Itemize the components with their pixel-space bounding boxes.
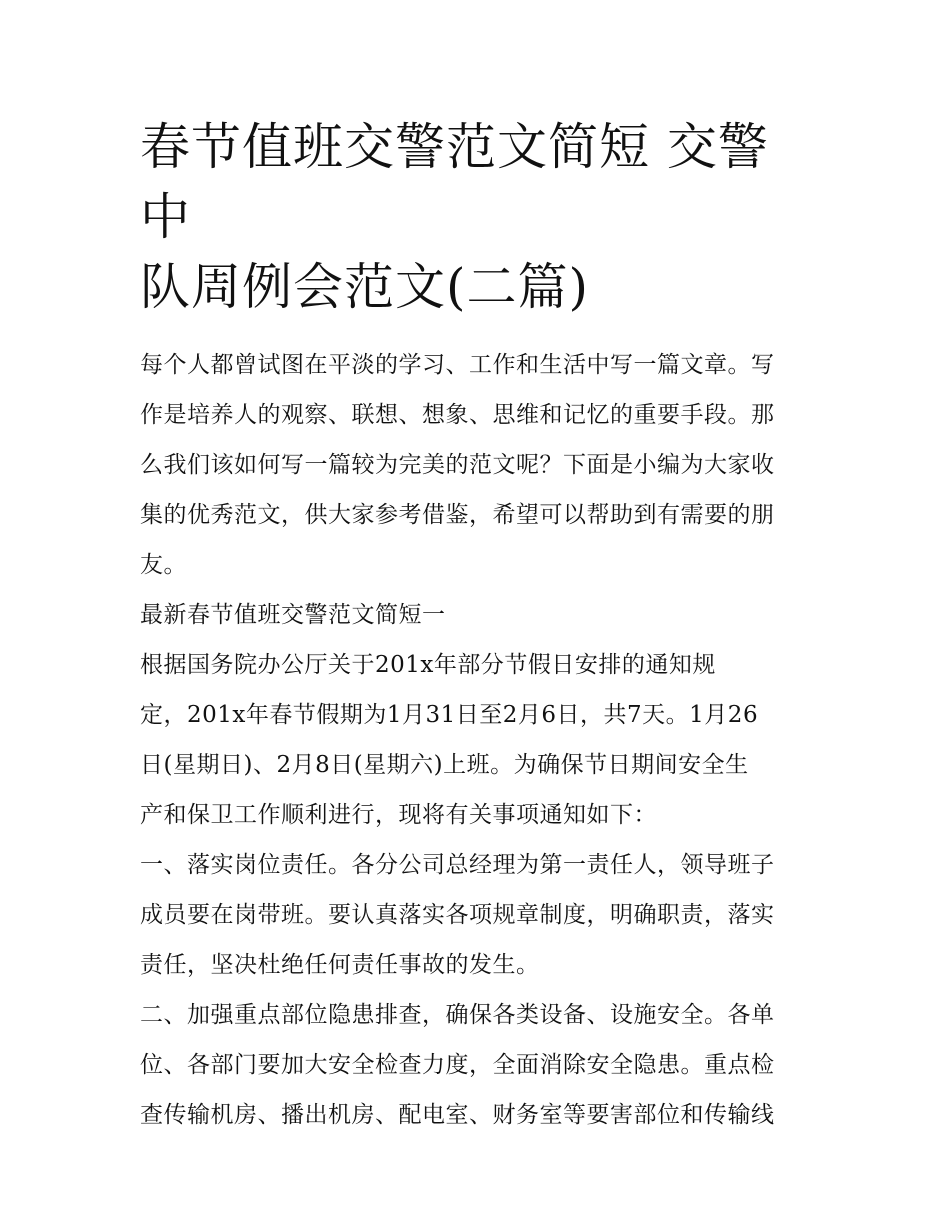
document-title: 春节值班交警范文简短 交警中 队周例会范文(二篇) (140, 118, 769, 316)
section-heading: 最新春节值班交警范文简短一 (140, 602, 446, 628)
document-page (140, 112, 812, 1140)
notice-paragraph: 根据国务院办公厅关于201x年部分节假日安排的通知规 定，201x年春节假期为1月31日至2月6日，共7天。1月26 日(星期日)、2月8日(星期六)上班。为确保节日期间安全生 产和保卫工作顺利进行，现将有关事项通知如下： (140, 652, 759, 828)
item-2-paragraph: 二、加强重点部位隐患排查，确保各类设备、设施安全。各单 位、各部门要加大安全检查力度，全面消除安全隐患。重点检 查传输机房、播出机房、配电室、财务室等要害部位和传输线 (140, 1002, 775, 1128)
intro-paragraph: 每个人都曾试图在平淡的学习、工作和生活中写一篇文章。写 作是培养人的观察、联想、想象、思维和记忆的重要手段。那 么我们该如何写一篇较为完美的范文呢？下面是小编为大家收 集的优秀范文，供大家参考借鉴，希望可以帮助到有需要的朋 友。 (140, 352, 775, 578)
item-1-paragraph: 一、落实岗位责任。各分公司总经理为第一责任人，领导班子 成员要在岗带班。要认真落实各项规章制度，明确职责，落实 责任，坚决杜绝任何责任事故的发生。 (140, 852, 775, 978)
